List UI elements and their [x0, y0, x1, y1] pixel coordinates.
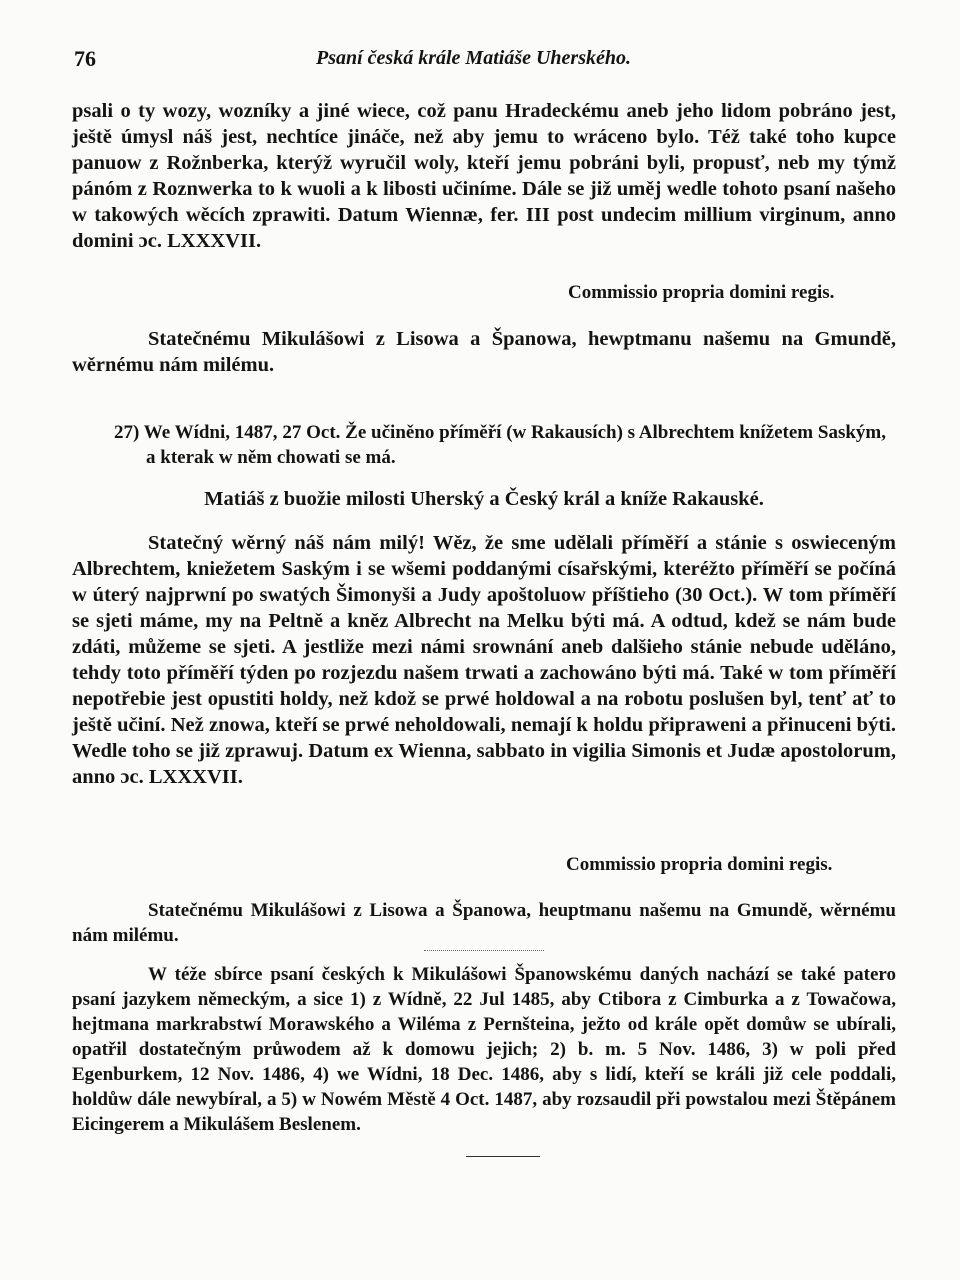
address-2: Statečnému Mikulášowi z Lisowa a Španowa, heuptmanu našemu na Gmundě, wěrnému nám milému.: [72, 900, 896, 946]
separator-dotted: [424, 950, 544, 951]
commissio-line-1: Commissio propria domini regis.: [568, 282, 835, 303]
editorial-note: W téže sbírce psaní českých k Mikulášowi Španowskému daných nachází se také patero psaní jazykem německým, a sice 1) z Wídně, 22 Jul 1485, aby Ctibora z Cimburka a z Towačowa, hejtmana markrabstwí Morawského a Wiléma z Pernšteina, ježto od krále opět domůw se ubírali, opatřil dostatečným průwodem až k domowu jejich; 2) b. m. 5 Nov. 1486, 3) w poli před Egenburkem, 12 Nov. 1486, 4) we Wídni, 18 Dec. 1486, aby s lidí, kteří se králi již cele poddali, holdůw dále newybíral, a 5) w Nowém Městě 4 Oct. 1487, aby rozsaudil při powstalou mezi Štěpánem Eicingerem a Mikulášem Beslenem.: [72, 964, 896, 1135]
address-1: Statečnému Mikulášowi z Lisowa a Španowa, hewptmanu našemu na Gmundě, wěrnému nám milému.: [72, 328, 896, 376]
running-title: Psaní česká krále Matiáše Uherského.: [316, 47, 631, 69]
letter-27-heading: 27) We Wídni, 1487, 27 Oct. Že učiněno příměří (w Rakausích) s Albrechtem knížetem Saským, a kterak w něm chowati se má.: [114, 422, 886, 468]
page-number: 76: [74, 46, 96, 71]
letter-continuation-text: psali o ty wozy, wozníky a jiné wiece, což panu Hradeckému aneb jeho lidom pobráno jest, ještě úmysl náš jest, nechtíce jináče, než aby jemu to wráceno bylo. Též také toho kupce panuow z Rožnberka, kterýž wyručil woly, kteří jemu pobráni byli, propusť, neb my týmž pánóm z Roznwerka to k wuoli a k libosti učiníme. Dále se již uměj wedle tohoto psaní našeho w takowých wěcích zprawiti. Datum Wiennæ, fer. III post undecim millium virginum, anno domini ɔc. LXXXVII.: [72, 100, 896, 252]
letter-27-body: Statečný wěrný náš nám milý! Wěz, že sme udělali příměří a stánie s oswieceným Albrechtem, kniežetem Saským i se wšemi poddanými císařskými, kteréžto příměří se počíná w úterý najprwní po swatých Šimonyši a Judy apoštoluow příštieho (30 Oct.). W tom příměří se sjeti máme, my na Peltně a kněz Albrecht na Melku býti má. A odtud, kdež se nám bude zdáti, můžeme se sjeti. A jestliže mezi námi srownání aneb dalšieho stánie nebude uděláno, tehdy toto příměří týden po rozjezdu našem trwati a zachowáno býti má. Také w tom příměří nepotřebie jest opustiti holdy, než kdož se prwé holdowal a na robotu poslušen byl, tenť ať to ještě učiní. Než znowa, kteří se prwé neholdowali, nemají k holdu připraweni a přinuceni býti. Wedle toho se již zprawuj. Datum ex Wienna, sabbato in vigilia Simonis et Judæ apostolorum, anno ɔc. LXXXVII.: [72, 532, 896, 788]
intitulatio: Matiáš z buožie milosti Uherský a Český král a kníže Rakauské.: [204, 488, 764, 510]
commissio-line-2: Commissio propria domini regis.: [566, 854, 833, 875]
end-rule: [466, 1156, 540, 1157]
